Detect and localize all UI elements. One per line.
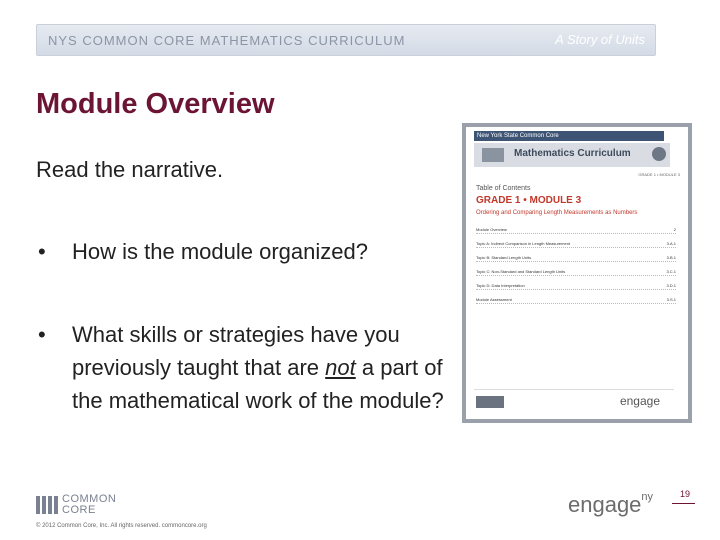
- thumb-toc-line: [476, 297, 676, 304]
- common-core-logo: [36, 494, 126, 516]
- toc-line-label: Module Assessment: [476, 297, 512, 302]
- thumb-sub-heading: Ordering and Comparing Length Measurements as Numbers: [476, 210, 638, 216]
- thumb-top-bar: New York State Common Core: [474, 131, 664, 141]
- thumb-footer: [474, 389, 674, 416]
- toc-line-page: 3.D.1: [666, 283, 676, 288]
- thumb-band-title: Mathematics Curriculum: [514, 148, 631, 159]
- bullet-dot: •: [38, 239, 46, 264]
- page-number: 19: [680, 489, 691, 499]
- toc-line-label: Topic A: Indirect Comparison in Length Measurement: [476, 241, 571, 246]
- toc-line-label: Topic D: Data Interpretation: [476, 283, 525, 288]
- bullet-text: How is the module organized?: [72, 239, 368, 264]
- thumb-grade-heading: GRADE 1 • MODULE 3: [476, 195, 582, 206]
- thumb-toc-line: [476, 269, 676, 276]
- toc-line-page: 2: [673, 227, 676, 232]
- logo-line-1: COMMON: [62, 493, 117, 505]
- thumb-toc-line: [476, 227, 676, 234]
- logo-line-2: CORE: [62, 504, 96, 516]
- thumb-band: [474, 143, 670, 167]
- toc-line-label: Topic C: Non-Standard and Standard Length Units: [476, 269, 566, 274]
- bullet-text: [72, 318, 462, 417]
- emblem-icon: [652, 147, 666, 161]
- subtitle: Read the narrative.: [36, 157, 224, 182]
- thumb-toc-line: [476, 255, 676, 262]
- toc-line-page: 3.A.1: [666, 241, 676, 246]
- copyright-text: © 2012 Common Core, Inc. All rights reserved. commoncore.org: [36, 523, 207, 529]
- thumb-common-core-logo: [476, 396, 504, 408]
- module-document-thumbnail: [462, 123, 692, 423]
- document-icon: [482, 148, 504, 162]
- story-of-units-label: A Story of Units: [555, 32, 645, 47]
- bullet-text-after: a part of the mathematical work of the module?: [72, 355, 444, 413]
- thumb-toc-label: Table of Contents: [476, 185, 531, 192]
- page-title: Module Overview: [36, 88, 275, 120]
- header-bar: [36, 24, 656, 56]
- toc-line-label: Module Overview: [476, 227, 507, 232]
- logo-text: [62, 494, 116, 516]
- toc-line-label: Topic B: Standard Length Units: [476, 255, 532, 260]
- curriculum-label: NYS COMMON CORE MATHEMATICS CURRICULUM: [48, 33, 406, 48]
- bullet-dot: •: [38, 322, 46, 347]
- toc-line-page: 3.C.1: [666, 269, 676, 274]
- bullet-text-before: What skills or strategies have you previously taught that are: [72, 322, 400, 380]
- thumb-small-label: GRADE 1 • MODULE 3: [638, 172, 680, 177]
- thumb-toc-line: [476, 241, 676, 248]
- bullet-emphasis: not: [325, 355, 356, 380]
- logo-bars-icon: [36, 496, 58, 514]
- ny-text: ny: [641, 490, 654, 503]
- toc-line-page: 3.B.1: [666, 255, 676, 260]
- thumb-toc-line: [476, 283, 676, 290]
- engageny-logo: [568, 492, 653, 518]
- engage-text: engage: [568, 492, 642, 517]
- thumb-engage-logo: engage: [619, 394, 660, 408]
- page-number-rule: [672, 503, 695, 504]
- toc-line-page: 3.S.1: [666, 297, 676, 302]
